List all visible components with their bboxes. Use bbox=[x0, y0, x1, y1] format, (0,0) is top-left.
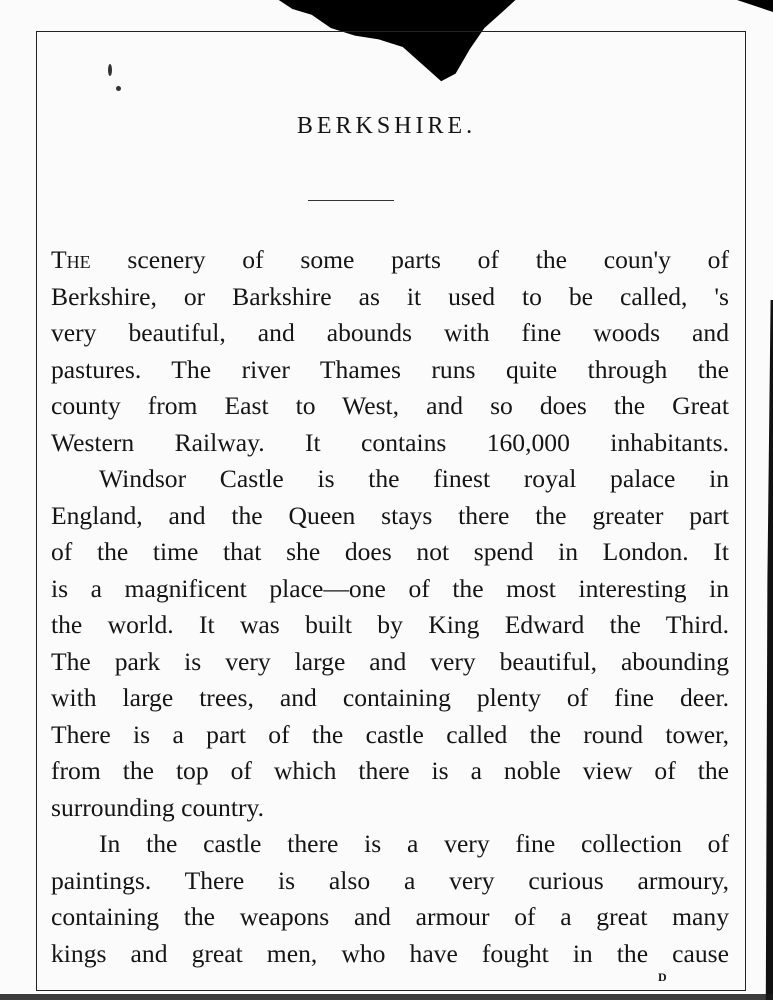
text-line: paintings. There is also a very curious armoury, bbox=[51, 865, 729, 895]
text-line: The scenery of some parts of the coun'y of bbox=[51, 245, 729, 274]
text-line: The park is very large and very beautiful, abounding bbox=[51, 646, 729, 676]
body-text bbox=[51, 242, 729, 972]
text-line: In the castle there is a very fine collection of bbox=[99, 829, 729, 858]
text-line: of the time that she does not spend in London. It bbox=[51, 537, 729, 566]
text-line: surrounding country. bbox=[51, 792, 265, 822]
signature-mark: D bbox=[658, 970, 668, 984]
text-line: is a magnificent place—one of the most interesting in bbox=[51, 573, 729, 603]
ink-speck bbox=[116, 86, 121, 91]
text-line: England, and the Queen stays there the greater part bbox=[51, 500, 729, 530]
text-line: with large trees, and containing plenty of fine deer. bbox=[51, 683, 729, 712]
text-line: Berkshire, or Barkshire as it used to be called, 's bbox=[51, 281, 729, 311]
page-edge-shadow bbox=[765, 300, 773, 1000]
page-title: BERKSHIRE. bbox=[296, 113, 477, 139]
text-line: Windsor Castle is the finest royal palace in bbox=[99, 464, 729, 493]
page-bottom-edge bbox=[0, 994, 773, 1000]
text-line: There is a part of the castle called the round tower, bbox=[51, 719, 729, 749]
text-line: very beautiful, and abounds with fine woods and bbox=[51, 318, 729, 347]
text-line: the world. It was built by King Edward the Third. bbox=[51, 610, 729, 639]
text-line: kings and great men, who have fought in the cause bbox=[51, 938, 729, 968]
title-rule bbox=[308, 200, 394, 201]
text-line: containing the weapons and armour of a great many bbox=[51, 902, 729, 931]
text-line: county from East to West, and so does the Great bbox=[51, 391, 729, 420]
text-line: pastures. The river Thames runs quite through the bbox=[51, 354, 729, 384]
lead-word: The bbox=[51, 245, 91, 274]
torn-corner bbox=[737, 0, 773, 12]
text-line: Western Railway. It contains 160,000 inhabitants. bbox=[51, 427, 729, 457]
text-line: from the top of which there is a noble view of the bbox=[51, 756, 729, 785]
ink-speck bbox=[108, 64, 112, 76]
